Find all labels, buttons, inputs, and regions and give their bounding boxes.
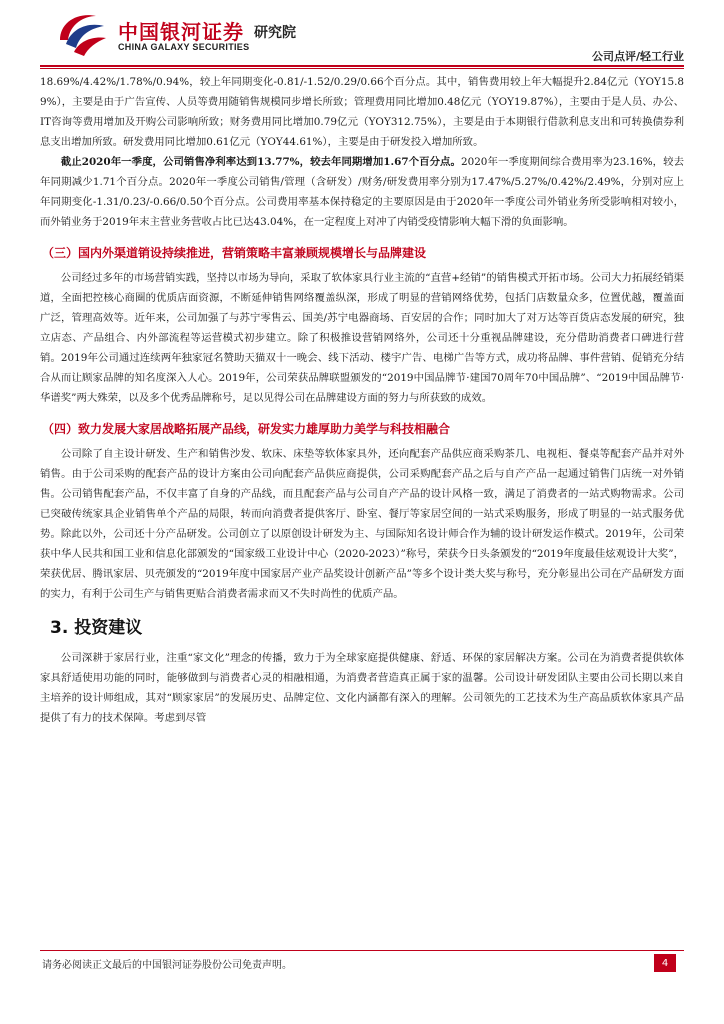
brand-name-cn: 中国银河证券 (118, 20, 244, 44)
report-body (40, 72, 684, 728)
section-heading-investment: 3. 投资建议 (50, 618, 143, 638)
galaxy-logo-icon (56, 10, 108, 58)
report-category: 公司点评/轻工行业 (591, 50, 684, 63)
header-rule-thin (40, 68, 684, 69)
subheading-channels: （三）国内外渠道销设持续推进，营销策略丰富兼顾规模增长与品牌建设 (42, 246, 427, 260)
paragraph-product-line: 公司除了自主设计研发、生产和销售沙发、软床、床垫等软体家具外，还向配套产品供应商采购茶几、电视柜、餐桌等配套产品并对外销售。由于公司采购的配套产品的设计方案由公司向配套产品供应商提供，公司采购配套产品之后与自产产品一起通过销售门店统一对外销售。公司销售配套产品，不仅丰富了自身的产品线，而且配套产品与公司自产产品的设计风格一致，满足了消费者的一站式购物需求。公司已突破传统家具企业销售单个产品的局限，转而向消费者提供客厅、卧室、餐厅等家居空间的一站式采购服务，形成了明显的一站式服务优势。除此以外，公司还十分产品研发。公司创立了以原创设计研发为主、与国际知名设计师合作为辅的设计研发运作模式。2019年，公司荣获中华人民共和国工业和信息化部颁发的“国家级工业设计中心（2020-2023）”称号，荣获今日头条颁发的“2019年度最佳炫观设计大奖”，荣获优居、腾讯家居、贝壳颁发的“2019年度中国家居产业产品奖设计创新产品”等多个设计类大奖与称号，充分彰显出公司在产品研发方面的实力，有利于公司生产与销售更贴合消费者需求而又不失时尚性的优质产品。 (40, 448, 684, 600)
disclaimer-text: 请务必阅读正文最后的中国银河证券股份公司免责声明。 (42, 960, 292, 971)
department-label: 研究院 (254, 25, 296, 41)
page-header (0, 0, 724, 70)
page-number: 4 (654, 954, 676, 972)
paragraph-channels: 公司经过多年的市场营销实践，坚持以市场为导向，采取了软体家具行业主流的“直营+经销”的销售模式开拓市场。公司大力拓展经销渠道，全面把控核心商圈的优质店面资源，不断延伸销售网络覆盖纵深，形成了明显的营销网络优势，包括门店数量众多，位置优越，覆盖面广泛，管理高效等。近年来，公司加强了与苏宁零售云、国美/苏宁电器商场、百安居的合作；同时加大了对万达等百货店态发展的研究，独立店态、产品组合、内外部流程等运营模式初步建立。除了积极推设营销网络外，公司还十分重视品牌建设，充分借助消费者口碑进行营销。2019年公司通过连续两年独家冠名赞助天猫双十一晚会、线下活动、楼宇广告、电梯广告等方式，成功将品牌、事件营销、促销充分结合从而让顾家品牌的知名度深入人心。2019年，公司荣获品牌联盟颁发的“2019中国品牌节·建国70周年70中国品牌”、“2019中国品牌节·华谱奖”两大殊荣，以及多个优秀品牌称号，足以见得公司在品牌建设方面的努力与所获致的成效。 (40, 272, 684, 404)
footer-rule (40, 950, 684, 951)
brand-name-en: CHINA GALAXY SECURITIES (118, 42, 250, 52)
paragraph-investment: 公司深耕于家居行业，注重“家文化”理念的传播，致力于为全球家庭提供健康、舒适、环保的家居解决方案。公司在为消费者提供软体家具舒适使用功能的同时，能够做到与消费者心灵的相融相通，为消费者营造真正属于家的温馨。公司设计研发团队主要由公司长期以来自主培养的设计师组成，其对“顾家家居”的发展历史、品牌定位、文化内涵都有深入的理解。公司领先的工艺技术为生产高品质软体家具产品提供了有力的技术保障。考虑到尽管 (40, 652, 684, 724)
q1-margin-detail: 2020年一季度期间综合费用率为23.16%，较去年同期减少1.71个百分点。2020年一季度公司销售/管理（含研发）/财务/研发费用率分别为17.47%/5.27%/0.42%/2.49%，分别对应上年同期变化-1.31/0.23/-0.66/0.50个百分点。公司费用率基本保持稳定的主要原因是由于2020年一季度公司外销业务所受影响相对较小，而外销业务于2019年末主营业务营收占比已达43.04%，在一定程度上对冲了内销受疫情影响大幅下滑的负面影响。 (40, 156, 684, 228)
q1-margin-highlight: 截止2020年一季度，公司销售净利率达到13.77%，较去年同期增加1.67个百分点。 (60, 156, 461, 168)
paragraph-expense-detail: 18.69%/4.42%/1.78%/0.94%，较上年同期变化-0.81/-1.52/0.29/0.66个百分点。其中，销售费用较上年大幅提升2.84亿元（YOY15.89%），主要是由于广告宣传、人员等费用随销售规模同步增长所致；管理费用同比增加0.48亿元（YOY19.87%），主要由于是人员、办公、IT咨询等费用增加及开购公司影响所致；财务费用同比增加0.79亿元（YOY312.75%），主要是由于本期银行借款利息支出和可转换债券利息支出增加所致。研发费用同比增加0.61亿元（YOY44.61%），主要是由于研发投入增加所致。 (40, 76, 684, 148)
header-rule (40, 65, 684, 67)
subheading-product-line: （四）致力发展大家居战略拓展产品线，研发实力雄厚助力美学与科技相融合 (42, 422, 451, 436)
paragraph-q1-margin (40, 152, 684, 232)
